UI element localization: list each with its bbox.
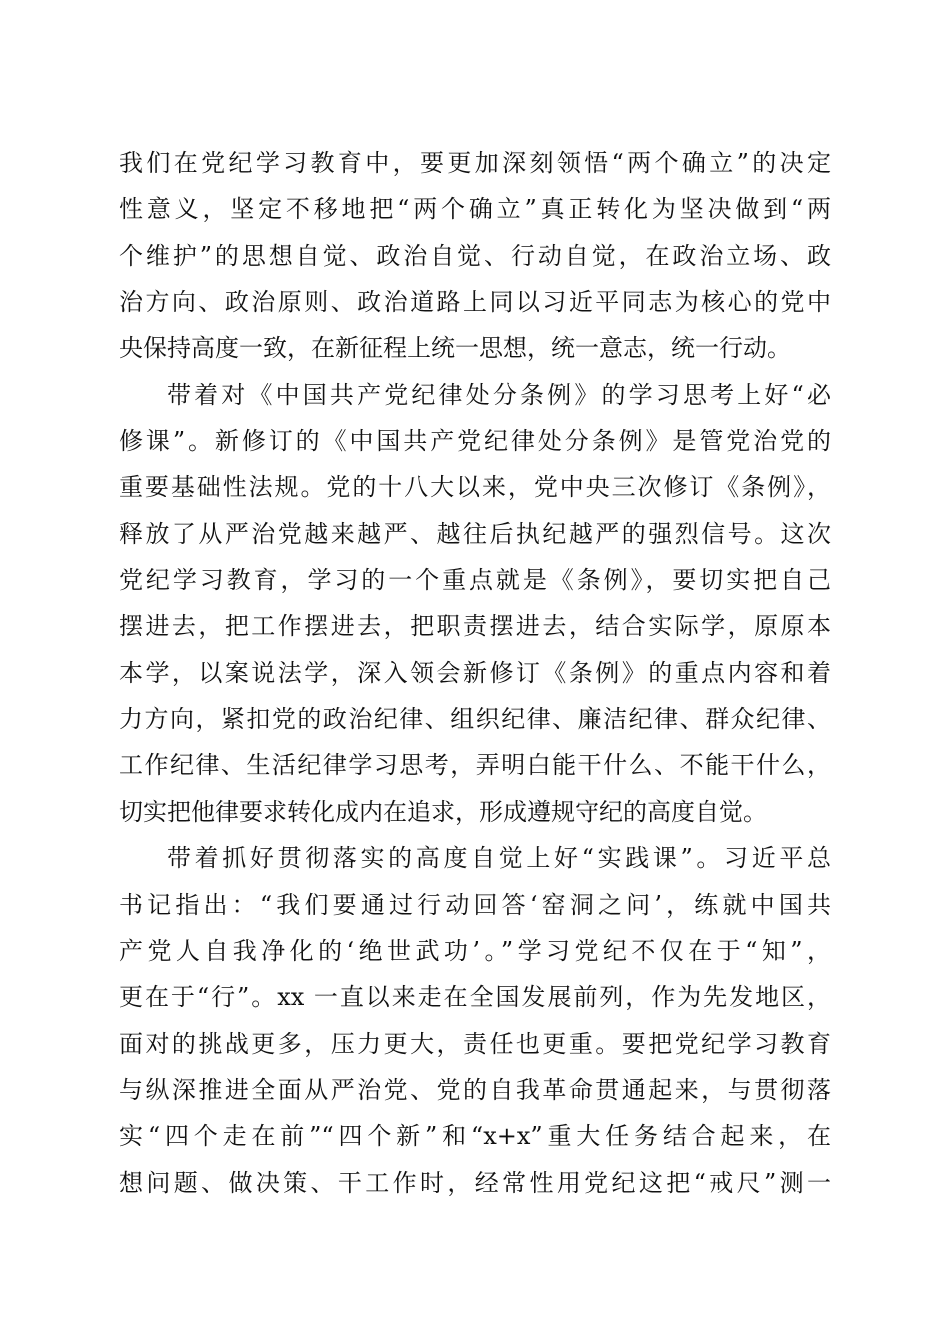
text-line: 释放了从严治党越来越严、越往后执纪越严的强烈信号。这次 [119, 519, 831, 548]
text-line: 我们在党纪学习教育中，要更加深刻领悟“两个确立”的决定 [119, 149, 831, 177]
body-text [119, 140, 831, 1206]
text-line: 重要基础性法规。党的十八大以来，党中央三次修订《条例》， [119, 473, 831, 502]
text-line: 更在于“行”。xx 一直以来走在全国发展前列，作为先发地区， [119, 983, 831, 1012]
text-line: 产党人自我净化的‘绝世武功’。”学习党纪不仅在于“知”， [119, 936, 831, 965]
text-line: 治方向、政治原则、政治道路上同以习近平同志为核心的党中 [119, 288, 831, 317]
text-line: 工作纪律、生活纪律学习思考，弄明白能干什么、不能干什么， [119, 751, 831, 780]
text-line: 本学，以案说法学，深入领会新修订《条例》的重点内容和着 [119, 658, 831, 687]
text-line: 带着对《中国共产党纪律处分条例》的学习思考上好“必 [167, 380, 831, 409]
text-line: 党纪学习教育，学习的一个重点就是《条例》，要切实把自己 [119, 566, 831, 595]
text-line: 力方向，紧扣党的政治纪律、组织纪律、廉洁纪律、群众纪律、 [119, 705, 831, 734]
text-line: 央保持高度一致，在新征程上统一思想，统一意志，统一行动。 [119, 334, 791, 363]
text-line: 想问题、做决策、干工作时，经常性用党纪这把“戒尺”测一 [119, 1168, 831, 1197]
text-line: 性意义，坚定不移地把“两个确立”真正转化为坚决做到“两 [119, 195, 831, 224]
text-line: 摆进去，把工作摆进去，把职责摆进去，结合实际学，原原本 [119, 612, 831, 641]
text-line: 切实把他律要求转化成内在追求，形成遵规守纪的高度自觉。 [119, 797, 767, 826]
text-line: 书记指出：“我们要通过行动回答‘窑洞之问’，练就中国共 [119, 890, 831, 919]
text-line: 带着抓好贯彻落实的高度自觉上好“实践课”。习近平总 [167, 844, 831, 873]
text-line: 实“四个走在前”“四个新”和“x+x”重大任务结合起来，在 [119, 1122, 831, 1151]
text-line: 修课”。新修订的《中国共产党纪律处分条例》是管党治党的 [119, 427, 831, 456]
text-line: 与纵深推进全面从严治党、党的自我革命贯通起来，与贯彻落 [119, 1075, 831, 1104]
text-line: 个维护”的思想自觉、政治自觉、行动自觉，在政治立场、政 [119, 241, 831, 270]
text-line: 面对的挑战更多，压力更大，责任也更重。要把党纪学习教育 [119, 1029, 831, 1058]
